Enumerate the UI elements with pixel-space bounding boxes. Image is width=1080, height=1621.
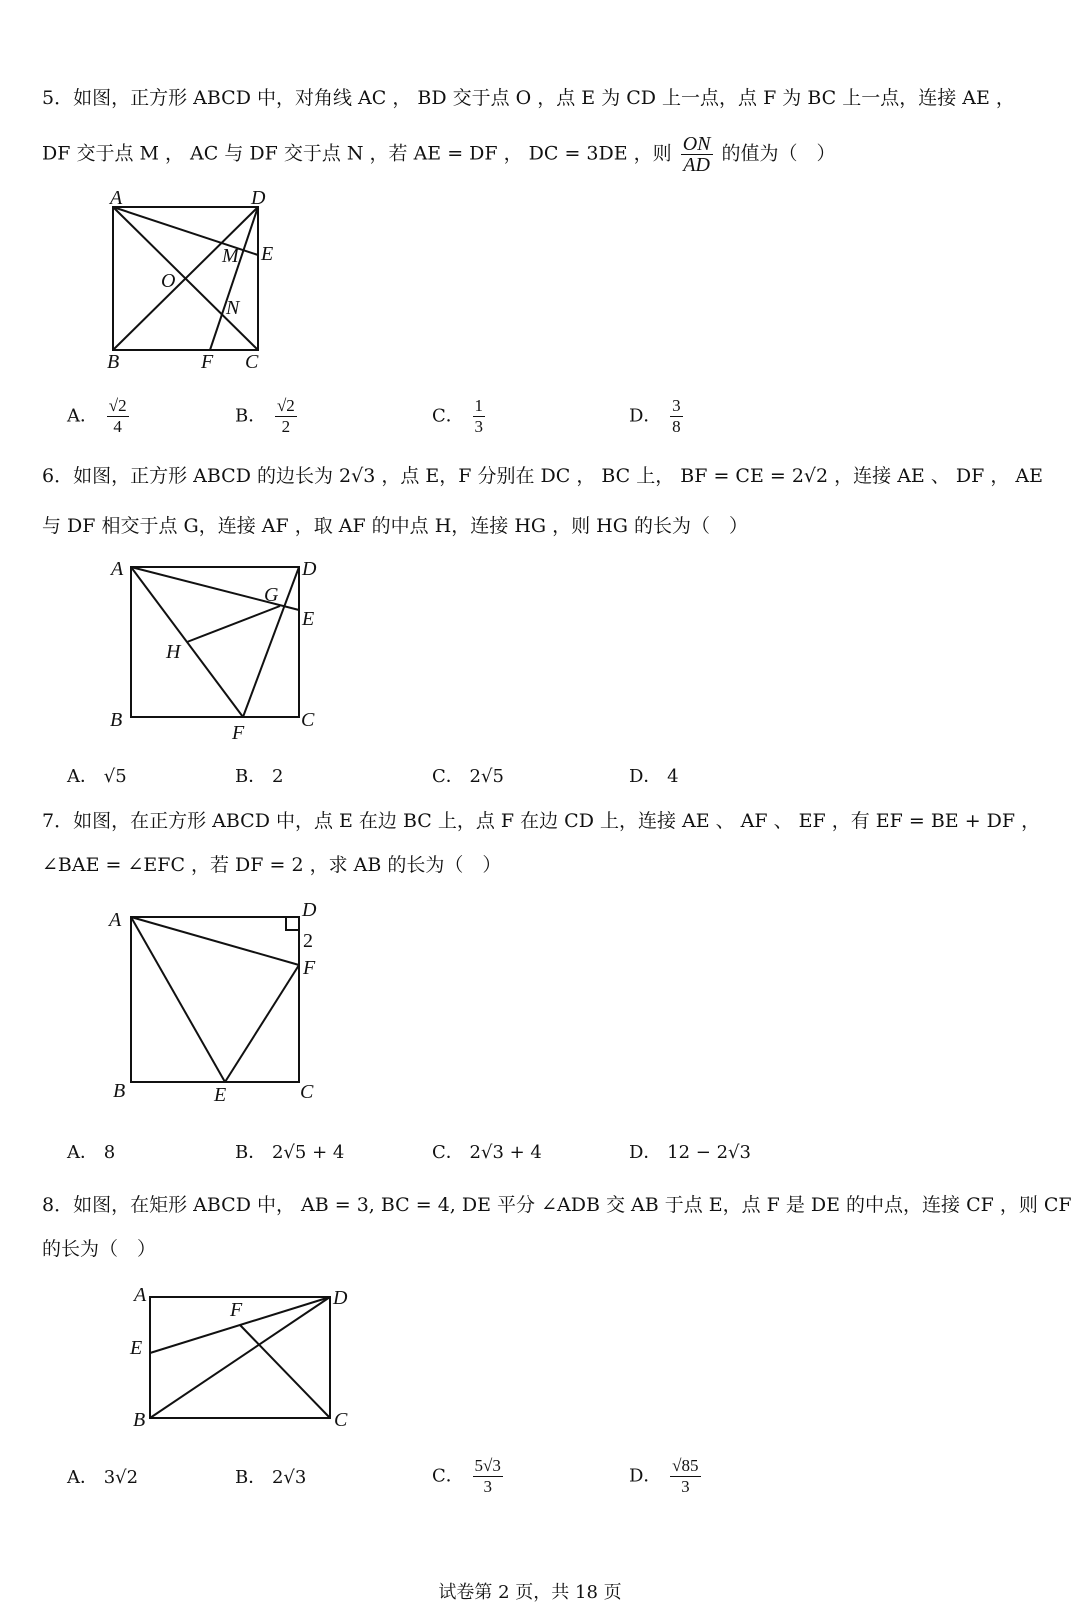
q5-option-b[interactable] <box>235 396 300 437</box>
q5-option-b-key: B． <box>235 405 267 427</box>
q5-fraction-numerator: ON <box>682 133 711 155</box>
q8-option-d-den: 3 <box>681 1477 690 1496</box>
q8-label-e: E <box>130 1337 143 1359</box>
q8-label-c: C <box>334 1409 348 1431</box>
q6-option-b-value: 2 <box>271 766 284 787</box>
q7-label-two: 2 <box>303 930 313 952</box>
q8-option-a-value: 3√2 <box>103 1467 139 1488</box>
q8-label-f: F <box>230 1299 243 1321</box>
q6-option-b[interactable] <box>235 763 283 791</box>
q6-label-f: F <box>232 722 245 744</box>
q7-label-c: C <box>300 1081 314 1103</box>
q7-option-c-key: C． <box>432 1142 464 1163</box>
q5-label-f: F <box>201 351 214 373</box>
q5-option-a[interactable] <box>67 396 132 437</box>
q8-segment-cf <box>240 1325 330 1418</box>
q8-option-d-fraction <box>670 1456 700 1497</box>
q7-option-c-value: 2√3 + 4 <box>469 1142 542 1163</box>
q7-segment-ef <box>225 965 299 1082</box>
q5-stem-line2-end: 的值为（ ） <box>721 142 836 165</box>
q6-segment-hg <box>187 606 280 642</box>
q8-option-b-key: B． <box>235 1467 267 1488</box>
q7-stem-line2: ∠BAE = ∠EFC ，若 DF = 2 ，求 AB 的长为（ ） <box>42 854 502 876</box>
q8-label-a: A <box>134 1284 147 1306</box>
q6-option-c-value: 2√5 <box>469 766 504 787</box>
q6-stem-line2: 与 DF 相交于点 G，连接 AF ，取 AF 的中点 H，连接 HG ，则 HG 的长为（ ） <box>42 515 748 537</box>
q7-option-a-value: 8 <box>103 1142 116 1163</box>
q5-option-c[interactable] <box>432 396 488 437</box>
q8-figure <box>129 1284 348 1431</box>
q5-option-c-key: C． <box>432 405 464 427</box>
q7-segment-ae <box>131 917 225 1082</box>
q6-option-d[interactable] <box>629 763 679 791</box>
q7-label-b: B <box>113 1080 126 1102</box>
q5-option-c-num: 1 <box>474 396 484 415</box>
q5-option-d-fraction <box>670 396 683 437</box>
q5-stem-line2-text: DF 交于点 M ， AC 与 DF 交于点 N ，若 AE = DF ， DC = 3DE ，则 <box>42 142 672 165</box>
q8-option-b[interactable] <box>235 1464 306 1492</box>
q5-option-a-fraction <box>107 396 129 437</box>
q8-stem-line2: 的长为（ ） <box>42 1238 157 1260</box>
q5-label-b: B <box>107 351 120 373</box>
q6-option-a-key: A． <box>67 766 98 787</box>
q6-label-e: E <box>302 608 315 630</box>
q7-stem-line1: 7．如图，在正方形 ABCD 中，点 E 在边 BC 上，点 F 在边 CD 上，连接 AE 、 AF 、 EF ，有 EF = BE + DF ， <box>42 810 1041 832</box>
q5-option-d-key: D． <box>629 405 662 427</box>
q6-stem-line1: 6．如图，正方形 ABCD 的边长为 2√3 ，点 E，F 分别在 DC ， BC 上， BF = CE = 2√2 ，连接 AE 、 DF ， AE <box>42 465 1043 487</box>
q6-label-g: G <box>264 584 279 606</box>
q7-segment-af <box>131 917 299 965</box>
q6-label-a: A <box>111 558 124 580</box>
q7-option-d-value: 12 − 2√3 <box>667 1142 751 1163</box>
q7-option-c[interactable] <box>432 1139 542 1167</box>
q6-option-b-key: B． <box>235 766 267 787</box>
q7-option-a[interactable] <box>67 1139 115 1167</box>
q6-option-a-value: √5 <box>103 766 127 787</box>
q5-label-n: N <box>226 297 240 319</box>
q5-option-a-num: √2 <box>108 396 127 415</box>
q7-option-d-key: D． <box>629 1142 662 1163</box>
q8-label-b: B <box>133 1409 146 1431</box>
q6-option-d-key: D． <box>629 766 662 787</box>
q5-label-e: E <box>261 243 274 265</box>
q7-option-a-key: A． <box>67 1142 98 1163</box>
q6-label-c: C <box>301 709 315 731</box>
q6-option-d-value: 4 <box>667 766 679 787</box>
q7-label-f: F <box>303 957 316 979</box>
q8-option-c-fraction <box>473 1456 503 1497</box>
q5-option-b-den: 2 <box>281 417 291 436</box>
q8-option-c-key: C． <box>432 1465 464 1487</box>
q5-option-d[interactable] <box>629 396 686 437</box>
q5-option-b-fraction <box>275 396 297 437</box>
q5-segment-df <box>210 207 258 350</box>
q8-option-d-num: √85 <box>672 1456 699 1475</box>
q5-label-m: M <box>222 245 239 267</box>
q7-label-d: D <box>302 899 317 921</box>
q8-stem-line1: 8．如图，在矩形 ABCD 中， AB = 3, BC = 4, DE 平分 ∠ADB 交 AB 于点 E，点 F 是 DE 的中点，连接 CF ，则 CF <box>42 1194 1072 1216</box>
q7-option-b-value: 2√5 + 4 <box>271 1142 345 1163</box>
q5-label-d: D <box>251 187 266 209</box>
q7-right-angle-mark <box>286 917 299 930</box>
q5-figure <box>107 187 273 373</box>
q8-label-d: D <box>333 1287 348 1309</box>
q7-label-e: E <box>214 1084 227 1106</box>
q6-option-a[interactable] <box>67 763 127 791</box>
q6-label-b: B <box>110 709 123 731</box>
q5-option-a-key: A． <box>67 405 98 427</box>
q5-stem-line1: 5．如图，正方形 ABCD 中，对角线 AC ， BD 交于点 O ，点 E 为 CD 上一点，点 F 为 BC 上一点，连接 AE ， <box>42 87 1015 109</box>
q8-option-c[interactable] <box>432 1456 506 1497</box>
q5-fraction-denominator: AD <box>683 154 710 176</box>
q8-option-d-key: D． <box>629 1465 662 1487</box>
q5-option-c-den: 3 <box>474 417 484 436</box>
q7-option-b[interactable] <box>235 1139 344 1167</box>
q5-option-d-den: 8 <box>672 417 681 436</box>
q5-option-b-num: √2 <box>276 396 295 415</box>
q8-option-c-num: 5√3 <box>474 1456 501 1475</box>
q8-option-a-key: A． <box>67 1467 98 1488</box>
q5-option-c-fraction <box>473 396 486 437</box>
page-footer: 试卷第 2 页，共 18 页 <box>438 1582 622 1603</box>
q5-label-a: A <box>110 187 123 209</box>
q6-option-c[interactable] <box>432 763 504 791</box>
q8-option-a[interactable] <box>67 1464 138 1492</box>
q5-option-d-num: 3 <box>672 396 681 415</box>
q6-label-h: H <box>166 641 181 663</box>
q8-option-d[interactable] <box>629 1456 704 1497</box>
q6-figure <box>109 558 317 744</box>
q6-label-d: D <box>302 558 317 580</box>
q7-figure <box>107 899 317 1106</box>
q8-option-b-value: 2√3 <box>271 1467 307 1488</box>
q7-option-d[interactable] <box>629 1139 751 1167</box>
q5-option-a-den: 4 <box>113 417 122 436</box>
q7-label-a: A <box>109 909 122 931</box>
q7-option-b-key: B． <box>235 1142 267 1163</box>
q5-label-c: C <box>245 351 259 373</box>
q6-option-c-key: C． <box>432 766 464 787</box>
q8-option-c-den: 3 <box>483 1477 492 1496</box>
q5-label-o: O <box>161 270 176 292</box>
